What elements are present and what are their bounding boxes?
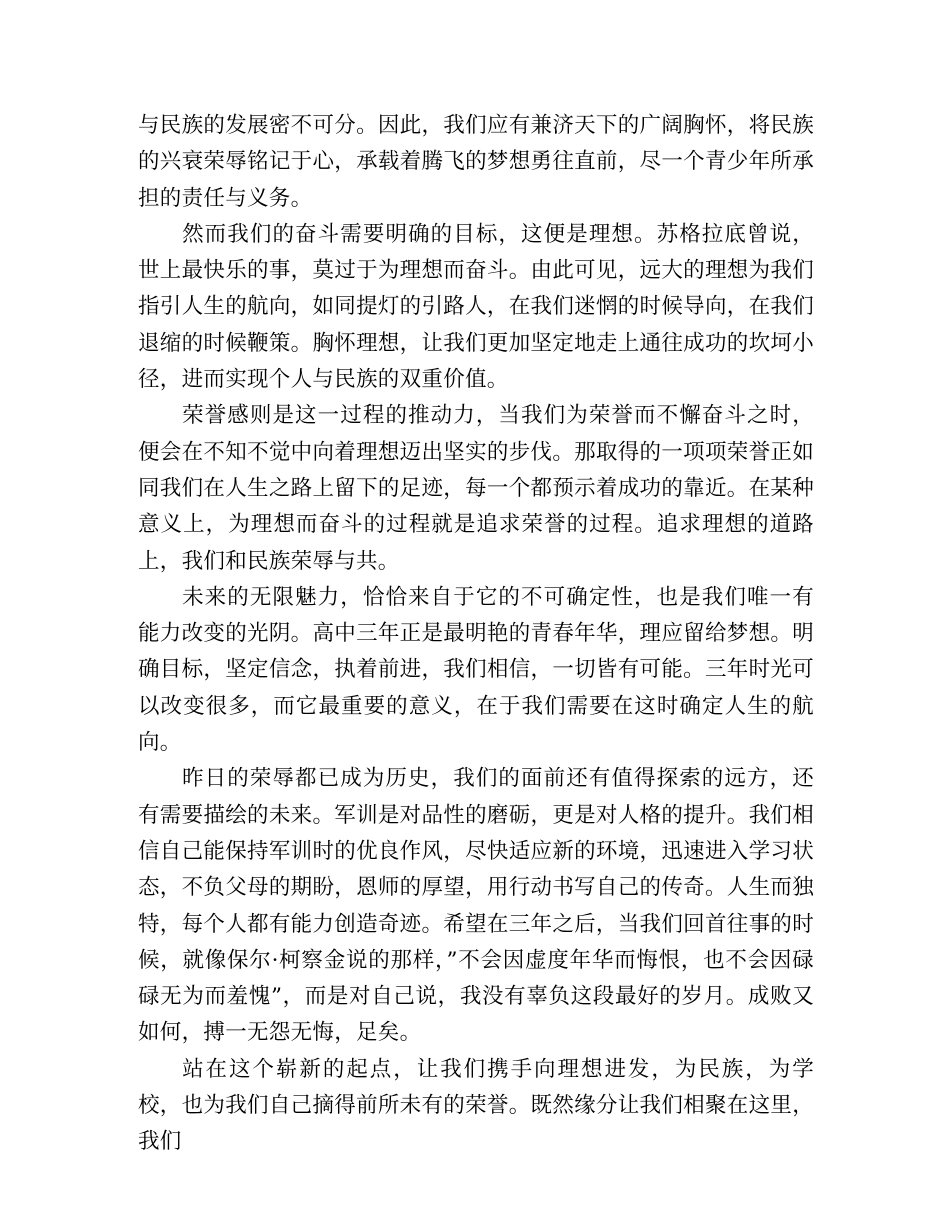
paragraph-5: 昨日的荣辱都已成为历史，我们的面前还有值得探索的远方，还有需要描绘的未来。军训是对品性的磨砺，更是对人格的提升。我们相信自己能保持军训时的优良作风，尽快适应新的环境，迅速进入学习状态，不负父母的期盼，恩师的厚望，用行动书写自己的传奇。人生而独特，每个人都有能力创造奇迹。希望在三年之后，当我们回首往事的时候，就像保尔·柯察金说的那样，”不会因虚度年华而悔恨，也不会因碌碌无为而羞愧”，而是对自己说，我没有辜负这段最好的岁月。成败又如何，搏一无怨无悔，足矣。 [138, 766, 814, 1046]
paragraph-6: 站在这个崭新的起点，让我们携手向理想进发，为民族，为学校，也为我们自己摘得前所未有的荣誉。既然缘分让我们相聚在这里，我们 [138, 1056, 814, 1155]
paragraph-3: 荣誉感则是这一过程的推动力，当我们为荣誉而不懈奋斗之时，便会在不知不觉中向着理想迈出坚实的步伐。那取得的一项项荣誉正如同我们在人生之路上留下的足迹，每一个都预示着成功的靠近。在某种意义上，为理想而奋斗的过程就是追求荣誉的过程。追求理想的道路上，我们和民族荣辱与共。 [138, 403, 814, 574]
paragraph-2: 然而我们的奋斗需要明确的目标，这便是理想。苏格拉底曾说，世上最快乐的事，莫过于为理想而奋斗。由此可见，远大的理想为我们指引人生的航向，如同提灯的引路人，在我们迷惘的时候导向，在我们退缩的时候鞭策。胸怀理想，让我们更加坚定地走上通往成功的坎坷小径，进而实现个人与民族的双重价值。 [138, 221, 814, 393]
paragraph-4: 未来的无限魅力，恰恰来自于它的不可确定性，也是我们唯一有能力改变的光阴。高中三年正是最明艳的青春年华，理应留给梦想。明确目标，坚定信念，执着前进，我们相信，一切皆有可能。三年时光可以改变很多，而它最重要的意义，在于我们需要在这时确定人生的航向。 [138, 584, 814, 756]
paragraph-1: 与民族的发展密不可分。因此，我们应有兼济天下的广阔胸怀，将民族的兴衰荣辱铭记于心，承载着腾飞的梦想勇往直前，尽一个青少年所承担的责任与义务。 [138, 113, 814, 211]
document-body [138, 108, 814, 1161]
